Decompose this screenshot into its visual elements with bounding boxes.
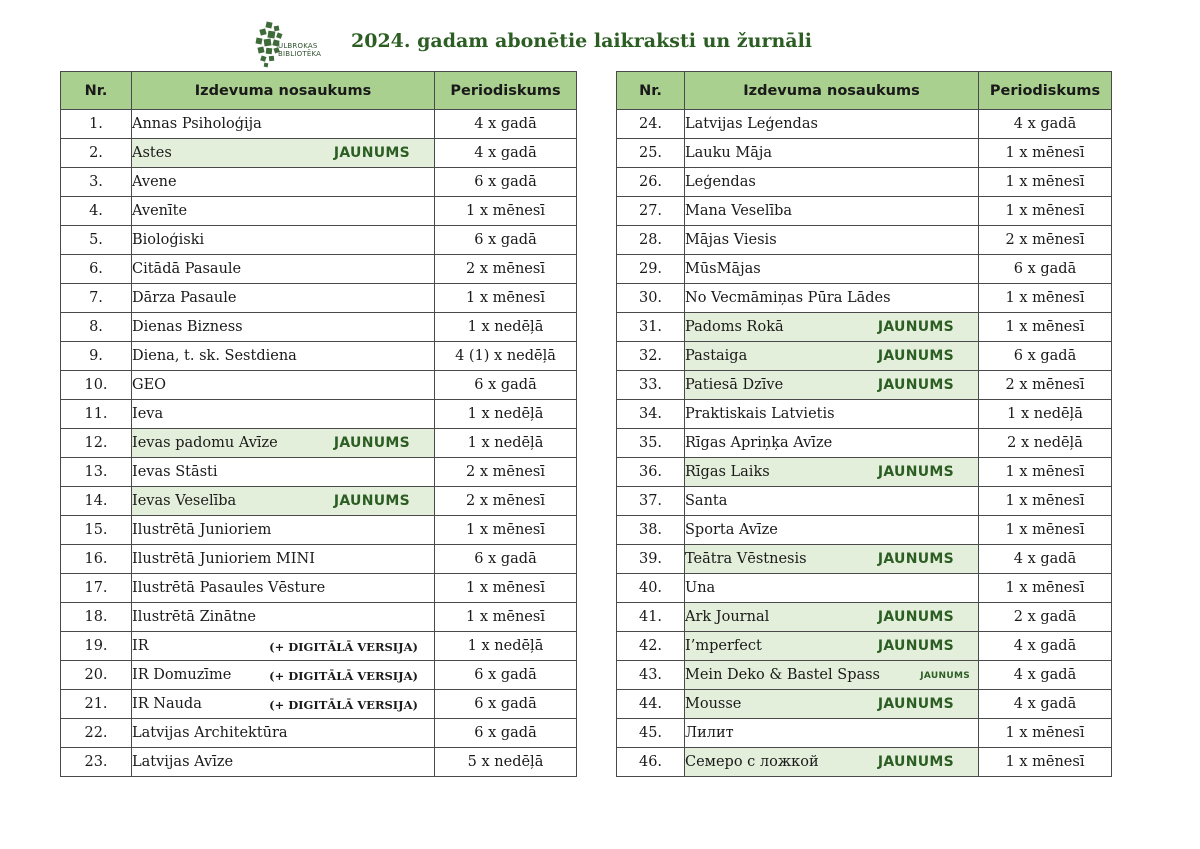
new-badge: JAUNUMS bbox=[877, 609, 954, 625]
publication-name-cell bbox=[132, 313, 435, 342]
publication-name-cell bbox=[132, 371, 435, 400]
publication-name-cell bbox=[132, 139, 435, 168]
column-header-nr: Nr. bbox=[617, 72, 685, 110]
publication-name: Ilustrētā Zinātne bbox=[132, 609, 257, 625]
row-number: 44. bbox=[617, 690, 685, 719]
publication-name-cell bbox=[132, 342, 435, 371]
publication-name: I’mperfect bbox=[685, 638, 762, 654]
digital-version-note: (+ DIGITĀLĀ VERSIJA) bbox=[269, 669, 418, 683]
periodicity: 1 x nedēļā bbox=[435, 400, 577, 429]
publication-name-cell bbox=[685, 313, 979, 342]
publication-name: Santa bbox=[685, 493, 728, 509]
row-number: 37. bbox=[617, 487, 685, 516]
publication-name: Ark Journal bbox=[685, 609, 770, 625]
publication-name-cell bbox=[132, 516, 435, 545]
periodicity: 2 x mēnesī bbox=[435, 458, 577, 487]
table-row bbox=[61, 632, 577, 661]
publication-name-cell bbox=[132, 400, 435, 429]
row-number: 13. bbox=[61, 458, 132, 487]
row-number: 40. bbox=[617, 574, 685, 603]
new-badge: JAUNUMS bbox=[877, 638, 954, 654]
new-badge: JAUNUMS bbox=[333, 435, 410, 451]
column-header-period: Periodiskums bbox=[979, 72, 1112, 110]
table-body-left bbox=[61, 110, 577, 777]
table-row bbox=[61, 226, 577, 255]
table-row bbox=[61, 603, 577, 632]
publication-name-cell bbox=[685, 719, 979, 748]
publication-name: Ilustrētā Junioriem MINI bbox=[132, 551, 315, 567]
periodicity: 4 x gadā bbox=[979, 690, 1112, 719]
column-header-period: Periodiskums bbox=[435, 72, 577, 110]
publication-name-cell bbox=[132, 574, 435, 603]
periodicity: 4 (1) x nedēļā bbox=[435, 342, 577, 371]
table-row bbox=[617, 429, 1112, 458]
table-row bbox=[617, 487, 1112, 516]
table-body-right bbox=[617, 110, 1112, 777]
periodicity: 6 x gadā bbox=[435, 719, 577, 748]
periodicity: 1 x nedēļā bbox=[435, 429, 577, 458]
publication-name: Ievas Veselība bbox=[132, 493, 237, 509]
periodicity: 6 x gadā bbox=[979, 255, 1112, 284]
publication-name-cell bbox=[132, 284, 435, 313]
row-number: 41. bbox=[617, 603, 685, 632]
new-badge: JAUNUMS bbox=[877, 348, 954, 364]
table-row bbox=[617, 255, 1112, 284]
row-number: 33. bbox=[617, 371, 685, 400]
row-number: 29. bbox=[617, 255, 685, 284]
periodicity: 6 x gadā bbox=[435, 226, 577, 255]
table-row bbox=[617, 603, 1112, 632]
periodicity: 6 x gadā bbox=[435, 661, 577, 690]
publication-name-cell bbox=[685, 748, 979, 777]
publication-name-cell bbox=[685, 661, 979, 690]
periodicity: 1 x mēnesī bbox=[979, 487, 1112, 516]
publication-name-cell bbox=[685, 139, 979, 168]
logo-text bbox=[278, 42, 321, 58]
periodicity: 2 x mēnesī bbox=[435, 487, 577, 516]
publication-name-cell bbox=[132, 632, 435, 661]
periodicity: 4 x gadā bbox=[979, 545, 1112, 574]
row-number: 16. bbox=[61, 545, 132, 574]
table-row bbox=[617, 168, 1112, 197]
periodicity: 6 x gadā bbox=[435, 690, 577, 719]
table-row bbox=[61, 342, 577, 371]
row-number: 20. bbox=[61, 661, 132, 690]
publication-name: Rīgas Laiks bbox=[685, 464, 770, 480]
table-row bbox=[61, 371, 577, 400]
table-row bbox=[617, 516, 1112, 545]
row-number: 39. bbox=[617, 545, 685, 574]
publication-name: Mousse bbox=[685, 696, 742, 712]
table-row bbox=[61, 197, 577, 226]
publication-name: Latvijas Architektūra bbox=[132, 725, 288, 741]
row-number: 3. bbox=[61, 168, 132, 197]
row-number: 8. bbox=[61, 313, 132, 342]
publication-name-cell bbox=[685, 342, 979, 371]
publication-name-cell bbox=[132, 429, 435, 458]
publication-name-cell bbox=[132, 719, 435, 748]
publication-name-cell bbox=[685, 400, 979, 429]
row-number: 1. bbox=[61, 110, 132, 139]
periodicity: 1 x mēnesī bbox=[435, 516, 577, 545]
row-number: 22. bbox=[61, 719, 132, 748]
publication-name: Patiesā Dzīve bbox=[685, 377, 784, 393]
publication-name: Avene bbox=[132, 174, 177, 190]
publication-name: Ieva bbox=[132, 406, 164, 422]
publication-name: IR Nauda bbox=[132, 696, 202, 712]
periodicity: 4 x gadā bbox=[435, 110, 577, 139]
table-row bbox=[61, 545, 577, 574]
table-row bbox=[61, 661, 577, 690]
table-row bbox=[61, 429, 577, 458]
publication-name-cell bbox=[685, 226, 979, 255]
table-row bbox=[61, 313, 577, 342]
logo-line-2: BIBLIOTĒKA bbox=[278, 50, 322, 58]
new-badge: JAUNUMS bbox=[333, 145, 410, 161]
new-badge: JAUNUMS bbox=[877, 551, 954, 567]
publication-name-cell bbox=[132, 487, 435, 516]
periodicity: 1 x mēnesī bbox=[435, 603, 577, 632]
periodicity: 1 x mēnesī bbox=[979, 197, 1112, 226]
row-number: 30. bbox=[617, 284, 685, 313]
periodicity: 4 x gadā bbox=[979, 661, 1112, 690]
table-header-row bbox=[617, 72, 1112, 110]
row-number: 24. bbox=[617, 110, 685, 139]
table-row bbox=[61, 516, 577, 545]
row-number: 17. bbox=[61, 574, 132, 603]
table-row bbox=[617, 545, 1112, 574]
publication-name: Mājas Viesis bbox=[685, 232, 777, 248]
row-number: 4. bbox=[61, 197, 132, 226]
publication-name: Pastaiga bbox=[685, 348, 748, 364]
logo-line-1: ULBROKAS bbox=[278, 42, 318, 50]
publication-name-cell bbox=[685, 429, 979, 458]
publication-name: Bioloģiski bbox=[132, 232, 205, 248]
new-badge: JAUNUMS bbox=[877, 319, 954, 335]
table-row bbox=[617, 226, 1112, 255]
new-badge: JAUNUMS bbox=[877, 696, 954, 712]
table-row bbox=[61, 719, 577, 748]
table-row bbox=[61, 748, 577, 777]
table-row bbox=[61, 574, 577, 603]
new-badge: JAUNUMS bbox=[877, 754, 954, 770]
publication-name-cell bbox=[685, 516, 979, 545]
row-number: 28. bbox=[617, 226, 685, 255]
publication-name: Ievas Stāsti bbox=[132, 464, 218, 480]
publication-name: No Vecmāmiņas Pūra Lādes bbox=[685, 290, 891, 306]
row-number: 23. bbox=[61, 748, 132, 777]
row-number: 6. bbox=[61, 255, 132, 284]
table-row bbox=[61, 139, 577, 168]
publication-name-cell bbox=[685, 632, 979, 661]
publication-name-cell bbox=[132, 458, 435, 487]
periodicity: 1 x nedēļā bbox=[435, 313, 577, 342]
row-number: 5. bbox=[61, 226, 132, 255]
publication-name-cell bbox=[132, 661, 435, 690]
publication-name: IR bbox=[132, 638, 149, 654]
table-row bbox=[617, 400, 1112, 429]
column-header-name: Izdevuma nosaukums bbox=[132, 72, 435, 110]
row-number: 38. bbox=[617, 516, 685, 545]
publication-name: Diena, t. sk. Sestdiena bbox=[132, 348, 297, 364]
table-row bbox=[617, 342, 1112, 371]
row-number: 35. bbox=[617, 429, 685, 458]
publication-name: Семеро с ложкой bbox=[685, 754, 819, 770]
publication-name-cell bbox=[685, 371, 979, 400]
column-header-nr: Nr. bbox=[61, 72, 132, 110]
table-row bbox=[61, 110, 577, 139]
table-row bbox=[617, 632, 1112, 661]
publication-name: Ievas padomu Avīze bbox=[132, 435, 278, 451]
row-number: 15. bbox=[61, 516, 132, 545]
table-row bbox=[61, 255, 577, 284]
publication-name: GEO bbox=[132, 377, 167, 393]
table-row bbox=[617, 661, 1112, 690]
publication-name: Mana Veselība bbox=[685, 203, 793, 219]
publication-name-cell bbox=[685, 458, 979, 487]
periodicity: 6 x gadā bbox=[435, 545, 577, 574]
row-number: 46. bbox=[617, 748, 685, 777]
row-number: 34. bbox=[617, 400, 685, 429]
column-header-name: Izdevuma nosaukums bbox=[685, 72, 979, 110]
periodicity: 1 x mēnesī bbox=[435, 574, 577, 603]
periodicity: 6 x gadā bbox=[435, 371, 577, 400]
publication-name-cell bbox=[685, 690, 979, 719]
digital-version-note: (+ DIGITĀLĀ VERSIJA) bbox=[269, 640, 418, 654]
row-number: 19. bbox=[61, 632, 132, 661]
new-badge: JAUNUMS bbox=[333, 493, 410, 509]
periodicity: 2 x mēnesī bbox=[979, 371, 1112, 400]
periodicity: 4 x gadā bbox=[435, 139, 577, 168]
publication-name: Ilustrētā Junioriem bbox=[132, 522, 272, 538]
periodicity: 2 x gadā bbox=[979, 603, 1112, 632]
library-logo bbox=[252, 20, 342, 72]
periodicity: 2 x nedēļā bbox=[979, 429, 1112, 458]
periodicity: 1 x nedēļā bbox=[979, 400, 1112, 429]
publication-name-cell bbox=[132, 110, 435, 139]
publication-name-cell bbox=[132, 603, 435, 632]
publication-name: Latvijas Avīze bbox=[132, 754, 234, 770]
row-number: 21. bbox=[61, 690, 132, 719]
row-number: 42. bbox=[617, 632, 685, 661]
periodicity: 4 x gadā bbox=[979, 110, 1112, 139]
row-number: 27. bbox=[617, 197, 685, 226]
publications-table-left bbox=[60, 71, 577, 777]
periodicity: 1 x mēnesī bbox=[979, 168, 1112, 197]
publication-name: Lauku Māja bbox=[685, 145, 772, 161]
publication-name: Ilustrētā Pasaules Vēsture bbox=[132, 580, 326, 596]
publication-name-cell bbox=[132, 168, 435, 197]
new-badge: JAUNUMS bbox=[877, 377, 954, 393]
publication-name: Una bbox=[685, 580, 716, 596]
publication-name-cell bbox=[685, 487, 979, 516]
publication-name: Dienas Bizness bbox=[132, 319, 243, 335]
periodicity: 6 x gadā bbox=[435, 168, 577, 197]
publication-name-cell bbox=[685, 197, 979, 226]
periodicity: 5 x nedēļā bbox=[435, 748, 577, 777]
table-row bbox=[617, 139, 1112, 168]
table-row bbox=[617, 574, 1112, 603]
periodicity: 1 x mēnesī bbox=[979, 719, 1112, 748]
publication-name-cell bbox=[685, 574, 979, 603]
row-number: 32. bbox=[617, 342, 685, 371]
periodicity: 1 x mēnesī bbox=[979, 313, 1112, 342]
periodicity: 1 x mēnesī bbox=[979, 139, 1112, 168]
table-row bbox=[617, 197, 1112, 226]
table-row bbox=[61, 458, 577, 487]
row-number: 7. bbox=[61, 284, 132, 313]
publication-name: Annas Psiholoģija bbox=[132, 116, 262, 132]
table-row bbox=[617, 313, 1112, 342]
periodicity: 1 x mēnesī bbox=[435, 284, 577, 313]
row-number: 11. bbox=[61, 400, 132, 429]
periodicity: 2 x mēnesī bbox=[979, 226, 1112, 255]
publication-name: IR Domuzīme bbox=[132, 667, 232, 683]
table-row bbox=[617, 110, 1112, 139]
row-number: 12. bbox=[61, 429, 132, 458]
publications-table-right bbox=[616, 71, 1112, 777]
publication-name: Rīgas Apriņķa Avīze bbox=[685, 435, 833, 451]
row-number: 18. bbox=[61, 603, 132, 632]
periodicity: 1 x mēnesī bbox=[979, 516, 1112, 545]
periodicity: 1 x mēnesī bbox=[979, 574, 1112, 603]
publication-name: Astes bbox=[132, 145, 172, 161]
table-row bbox=[61, 168, 577, 197]
digital-version-note: (+ DIGITĀLĀ VERSIJA) bbox=[269, 698, 418, 712]
publication-name-cell bbox=[685, 110, 979, 139]
periodicity: 1 x mēnesī bbox=[435, 197, 577, 226]
new-badge: JAUNUMS bbox=[920, 671, 970, 681]
periodicity: 1 x mēnesī bbox=[979, 284, 1112, 313]
publication-name-cell bbox=[685, 545, 979, 574]
row-number: 43. bbox=[617, 661, 685, 690]
row-number: 31. bbox=[617, 313, 685, 342]
row-number: 26. bbox=[617, 168, 685, 197]
publication-name-cell bbox=[685, 284, 979, 313]
publication-name: Sporta Avīze bbox=[685, 522, 778, 538]
publication-name: Teātra Vēstnesis bbox=[685, 551, 807, 567]
row-number: 14. bbox=[61, 487, 132, 516]
row-number: 9. bbox=[61, 342, 132, 371]
table-row bbox=[617, 371, 1112, 400]
row-number: 36. bbox=[617, 458, 685, 487]
publication-name: Avenīte bbox=[132, 203, 188, 219]
table-row bbox=[617, 458, 1112, 487]
table-row bbox=[61, 487, 577, 516]
table-row bbox=[617, 690, 1112, 719]
row-number: 25. bbox=[617, 139, 685, 168]
table-row bbox=[61, 690, 577, 719]
table-row bbox=[617, 284, 1112, 313]
publication-name-cell bbox=[132, 197, 435, 226]
page-title: 2024. gadam abonētie laikraksti un žurnāli bbox=[351, 30, 813, 52]
new-badge: JAUNUMS bbox=[877, 464, 954, 480]
periodicity: 1 x mēnesī bbox=[979, 458, 1112, 487]
publication-name: Leģendas bbox=[685, 174, 756, 190]
periodicity: 1 x mēnesī bbox=[979, 748, 1112, 777]
periodicity: 6 x gadā bbox=[979, 342, 1112, 371]
publication-name: Mein Deko & Bastel Spass bbox=[685, 667, 880, 683]
table-row bbox=[617, 719, 1112, 748]
publication-name: Лилит bbox=[685, 725, 734, 741]
publication-name: Dārza Pasaule bbox=[132, 290, 237, 306]
table-row bbox=[617, 748, 1112, 777]
publication-name-cell bbox=[685, 255, 979, 284]
publication-name: MūsMājas bbox=[685, 261, 761, 277]
publication-name-cell bbox=[132, 748, 435, 777]
periodicity: 4 x gadā bbox=[979, 632, 1112, 661]
row-number: 10. bbox=[61, 371, 132, 400]
publication-name: Praktiskais Latvietis bbox=[685, 406, 835, 422]
publication-name-cell bbox=[132, 226, 435, 255]
table-row bbox=[61, 284, 577, 313]
publication-name-cell bbox=[132, 545, 435, 574]
publication-name-cell bbox=[685, 603, 979, 632]
periodicity: 2 x mēnesī bbox=[435, 255, 577, 284]
publication-name: Citādā Pasaule bbox=[132, 261, 242, 277]
table-header-row bbox=[61, 72, 577, 110]
publication-name-cell bbox=[132, 255, 435, 284]
publication-name-cell bbox=[685, 168, 979, 197]
table-row bbox=[61, 400, 577, 429]
row-number: 45. bbox=[617, 719, 685, 748]
periodicity: 1 x nedēļā bbox=[435, 632, 577, 661]
row-number: 2. bbox=[61, 139, 132, 168]
publication-name: Latvijas Leģendas bbox=[685, 116, 818, 132]
publication-name: Padoms Rokā bbox=[685, 319, 784, 335]
publication-name-cell bbox=[132, 690, 435, 719]
page-header bbox=[0, 0, 1200, 72]
